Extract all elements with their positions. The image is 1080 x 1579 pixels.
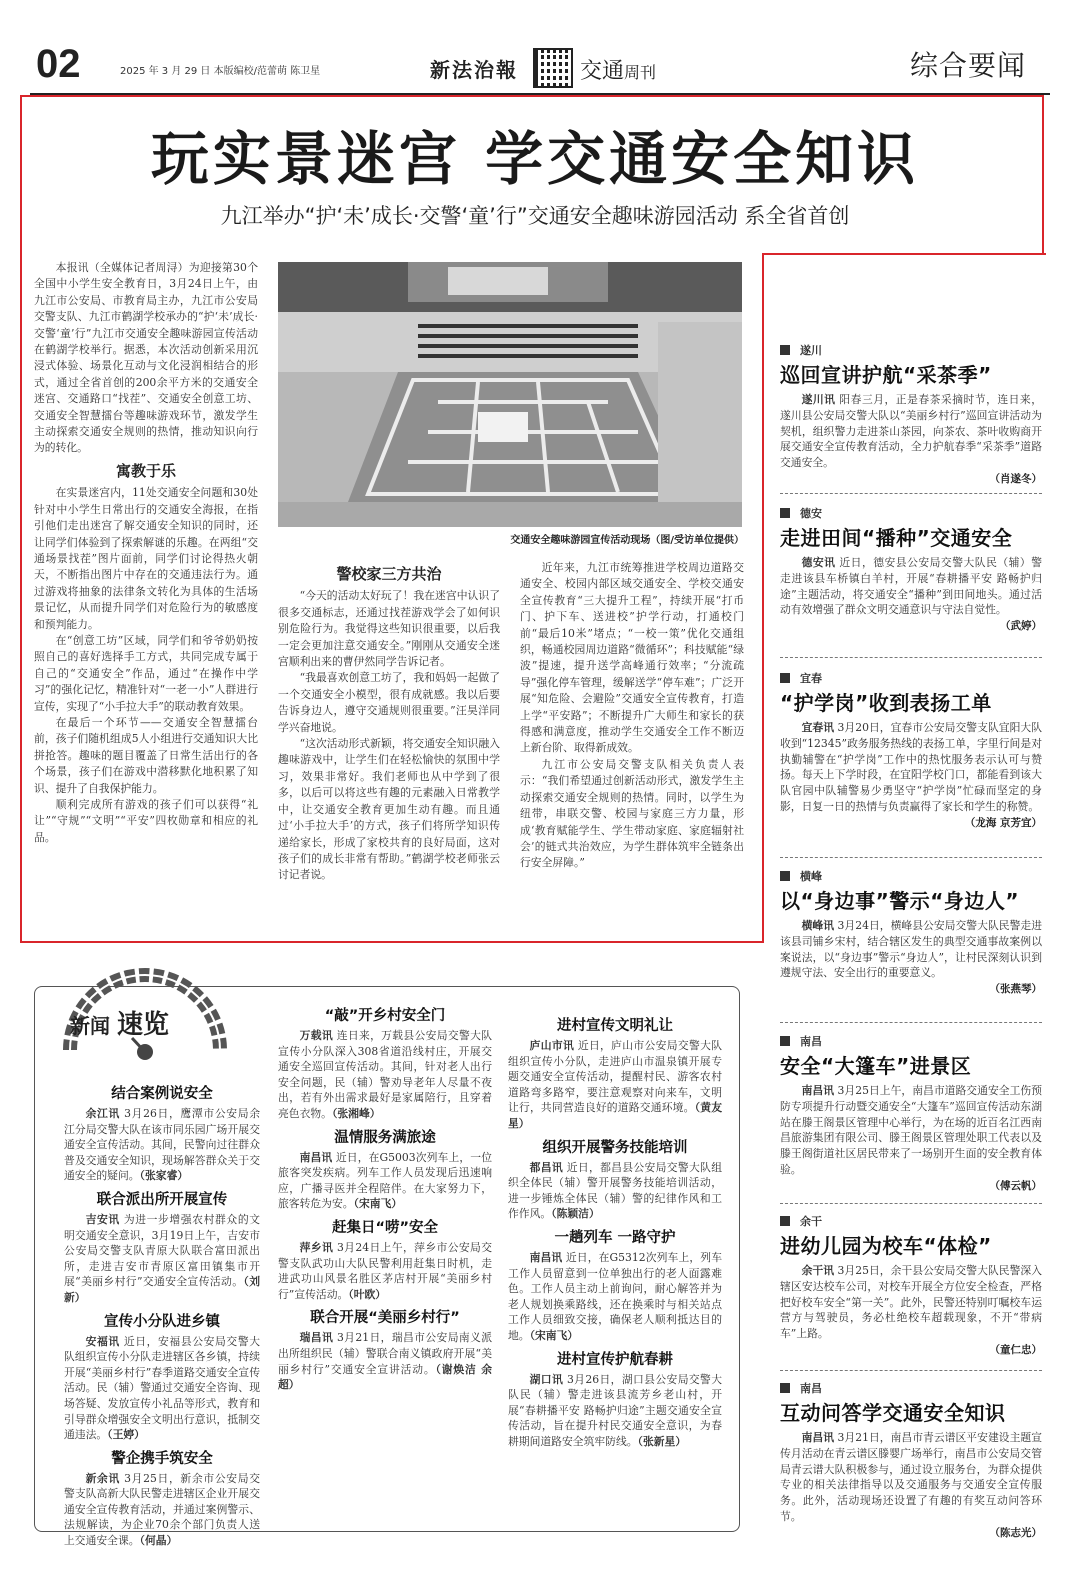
sidebar-author: （龙海 京芳宜） xyxy=(964,816,1042,829)
sidebar-title: 以“身边事”警示“身边人” xyxy=(780,889,1020,913)
qr-code-pattern xyxy=(538,53,568,83)
sidebar-location: 南昌 xyxy=(780,1380,1042,1396)
news-item: 警企携手筑安全 新余讯 3月25日，新余市公安局交警支队高新大队民警走进辖区企业开展交通安全宣传教育活动，并通过案例警示、法规解读，为企业70余个部门负责人送上交通安全课。（何晶） xyxy=(64,1450,261,1548)
sidebar-title: “护学岗”收到表扬工单 xyxy=(780,691,992,715)
story-paragraph: “今天的活动太好玩了！我在迷宫中认识了很多交通标志，还通过找茬游戏学会了如何识别危险行为。我觉得这些知识很重要，以后我一定会更加注意交通安全。”刚刚从交通安全迷宫顺利出来的曹伊然同学告诉记者。 xyxy=(278,589,500,669)
story-paragraph: “我最喜欢创意工坊了，我和妈妈一起做了一个交通安全小模型，很有成就感。我以后要告诉身边人，遵守交通规则很重要。”汪昊洋同学兴奋地说。 xyxy=(278,671,500,734)
sidebar-body: 南昌讯 3月25日上午，南昌市道路交通安全工伤预防专项提升行动暨交通安全“大篷车”巡回宣传活动东湖站在滕王阁景区管理中心举行，为在场的近百名江西南昌旅游集团有限公司、滕王阁景区管理处职工代表以及滕王阁街道社区居民带来了一场别开生面的安全教育体验。 xyxy=(780,1084,1042,1176)
sidebar-location: 余干 xyxy=(780,1213,1042,1229)
news-column-1 xyxy=(64,1078,261,1548)
square-bullet-icon xyxy=(780,871,790,881)
photo-caption: 交通安全趣味游园宣传活动现场（图/受访单位提供） xyxy=(510,535,744,546)
sidebar-author: （肖遂冬） xyxy=(989,472,1042,485)
sidebar-author: （童仁忠） xyxy=(989,1343,1042,1356)
sidebar-title: 互动问答学交通安全知识 xyxy=(780,1401,1006,1425)
square-bullet-icon xyxy=(780,1383,790,1393)
news-item: “敲”开乡村安全门 万载讯 连日来，万载县公安局交警大队宣传小分队深入308省道沿线村庄，开展交通安全巡回宣传活动。其间，针对老人出行安全问题，民（辅）警劝导老年人尽量不夜出，若有外出需求最好是家属陪行，且穿着亮色衣物。（张湘峰） xyxy=(278,1008,493,1120)
subhead-1: 寓教于乐 xyxy=(115,461,176,480)
story-column-1 xyxy=(34,260,258,930)
story-paragraph: 在最后一个环节——交通安全智慧擂台前，孩子们随机组成5人小组进行交通知识大比拼抢答。趣味的题目覆盖了日常生活出行的各个场景，孩子们在游戏中潜移默化地积累了知识、提升了自我保护能力。 xyxy=(34,715,258,795)
news-item: 温情服务满旅途 南昌讯 近日，在G5003次列车上，一位旅客突发疾病。列车工作人员发现后迅速响应，广播寻医并全程陪伴。在大家努力下，旅客转危为安。（宋南飞） xyxy=(278,1129,492,1211)
section-name: 综合要闻 xyxy=(910,49,1027,82)
sidebar-item xyxy=(780,505,1042,645)
sidebar-title: 安全“大篷车”进景区 xyxy=(780,1054,972,1078)
sidebar-body: 德安讯 近日，德安县公安局交警大队民（辅）警走进该县车桥镇白羊村，开展“春耕播平安 路畅护归途”主题活动，将交通安全“播种”到田间地头。通过活动有效增强了群众文明交通意识与守法自觉性。 xyxy=(780,556,1043,617)
main-subheadline: 九江举办“护‘未’成长·交警‘童’行”交通安全趣味游园活动 系全省首创 xyxy=(220,204,850,228)
sidebar-body: 遂川讯 阳春三月，正是春茶采摘时节，连日来，遂川县公安局交警大队以“美丽乡村行”巡回宣讲活动为契机，组织警力走进茶山茶园，向茶农、茶叶收购商开展交通安全宣传教育活动，全力护航春季“采茶季”道路交通安全。 xyxy=(780,393,1043,470)
masthead: 新法治報 xyxy=(430,58,518,82)
sidebar-divider xyxy=(780,1203,1042,1204)
story-paragraph: 在“创意工坊”区域，同学们和爷爷奶奶按照自己的喜好选择手工方式，共同完成专属于自己的“交通安全”作品，通过“在操作中学习”的强化记忆，精准针对“一老一小”人群进行宣传，实现了“小手拉大手”的联动教育效果。 xyxy=(34,633,258,713)
page-number: 02 xyxy=(36,42,81,86)
sidebar-location: 德安 xyxy=(780,505,1042,521)
story-lead: 本报讯（全媒体记者周浔）为迎接第30个全国中小学生安全教育日，3月24日上午，由九江市公安局、市教育局主办，九江市公安局交警支队、九江市鹤湖学校承办的“护‘未’成长·交警‘童’行”九江市交通安全趣味游园宣传活动在鹤湖学校举行。据悉，本次活动创新采用沉浸式体验、场景化互动与文化浸润相结合的形式，通过全省首创的200余平方米的交通安全迷宫、交通路口“找茬”、交通安全创意工坊、交通安全智慧擂台等趣味游戏环节，激发学生主动探索交通安全规则的热情，推动知识向行为的转化。 xyxy=(34,261,258,455)
sidebar-location: 遂川 xyxy=(780,342,1042,358)
sidebar-item xyxy=(780,1213,1042,1373)
news-item: 进村宣传文明礼让 庐山市讯 近日，庐山市公安局交警大队组织宣传小分队，走进庐山市温泉镇开展专题交通安全宣传活动，提醒村民、游客农村道路弯多路窄，要注意观察对向来车，文明让行，共同营造良好的道路交通环境。（黄友星） xyxy=(508,1018,723,1130)
story-column-2 xyxy=(278,560,500,930)
sidebar-divider xyxy=(780,493,1042,494)
sidebar-title: 进幼儿园为校车“体检” xyxy=(780,1234,992,1258)
page-header xyxy=(30,38,1050,90)
news-column-3 xyxy=(508,1010,722,1528)
weekly-title xyxy=(580,54,656,85)
sidebar-location: 宜春 xyxy=(780,670,1042,686)
square-bullet-icon xyxy=(780,1216,790,1226)
subhead-2: 警校家三方共治 xyxy=(336,565,442,583)
sidebar-author: （武婷） xyxy=(1000,620,1042,633)
story-column-3 xyxy=(520,560,744,930)
sidebar-item xyxy=(780,1033,1042,1205)
news-item: 一趟列车 一路守护 南昌讯 近日，在G5312次列车上，列车工作人员留意到一位单独出行的老人面露难色。工作人员主动上前询问，耐心解答并为老人规划换乘路线，还在换乘时与相关站点工作人员细致交接，确保老人顺利抵达目的地。（宋南飞） xyxy=(508,1229,722,1342)
news-item: 联合开展“美丽乡村行” 瑞昌讯 3月21日，瑞昌市公安局南义派出所组织民（辅）警联合南义镇政府开展“美丽乡村行”交通安全宣讲活动。（谢焕洁 余超） xyxy=(278,1310,493,1392)
sidebar-body: 余干讯 3月25日，余干县公安局交警大队民警深入辖区安达校车公司，对校车开展全方位安全检查，严格把好校车安全“第一关”。此外，民警还特别叮嘱校车运营方与驾驶员，务必杜绝校车超载现象，不开“带病车”上路。 xyxy=(780,1264,1042,1341)
sidebar-title: 走进田间“播种”交通安全 xyxy=(780,526,1013,550)
story-paragraph: 近年来，九江市统筹推进学校周边道路交通安全、校园内部区域交通安全、学校交通安全宣传教育“三大提升工程”，持续开展“打币门、护下车、送进校”护学行动，打通校门前“最后10米”堵点；“一校一策”优化交通组织，畅通校园周边道路“微循环”；科技赋能“绿波”提速，提升送学高峰通行效率；“分流疏导”强化停车管理，缓解送学“停车难”；广泛开展“知危险、会避险”交通安全宣传教育，打造上学“平安路”；不断提升广大师生和家长的获得感和满意度，推动学生交通安全工作不断迈上新台阶、取得新成效。 xyxy=(520,561,744,755)
square-bullet-icon xyxy=(780,345,790,355)
sidebar-author: （张燕琴） xyxy=(989,983,1042,996)
sidebar-item xyxy=(780,1380,1042,1570)
news-item: 结合案例说安全 余江讯 3月26日，鹰潭市公安局余江分局交警大队在该市同乐园广场开展交通安全宣传活动。其间，民警向过往群众普及交通安全知识，现场解答群众关于交通安全的疑问。（张家睿） xyxy=(64,1086,261,1183)
weekly-main: 交通 xyxy=(580,59,625,84)
square-bullet-icon xyxy=(780,1036,790,1046)
news-item: 组织开展警务技能培训 都昌讯 近日，都昌县公安局交警大队组织全体民（辅）警开展警务技能培训活动，进一步锤炼全体民（辅）警的纪律作风和工作作风。（陈颖洁） xyxy=(508,1139,723,1221)
maze-aerial-photo xyxy=(278,262,742,527)
sidebar-body: 南昌讯 3月21日，南昌市青云谱区平安建设主题宣传月活动在青云谱区滕婴广场举行，南昌市公安局交管局青云谱大队积极参与，通过设立服务台，为群众提供专业的相关法律指导以及交通服务与交通安全宣传服务。此外，活动现场还设置了有趣的有奖互动问答环节。 xyxy=(780,1431,1042,1523)
sidebar-item xyxy=(780,342,1043,485)
story-paragraph: “这次活动形式新颖，将交通安全知识融入趣味游戏中，让学生们在轻松愉快的氛围中学习，效果非常好。我们老师也从中学到了很多，以后可以将这些有趣的元素融入日常教学中，让交通安全教育更加生动有趣。而且通过‘小手拉大手’的方式，孩子们将所学知识传递给家长，形成了家校共育的良好局面，这对孩子们的成长非常有帮助。”鹤湖学校老师张云讨记者说。 xyxy=(278,737,500,882)
sidebar-divider xyxy=(780,857,1042,858)
sidebar-item xyxy=(780,670,1042,855)
story-paragraph: 在实景迷宫内，11处交通安全问题和30处针对中小学生日常出行的交通安全海报，在指引他们走出迷宫了解交通安全知识的同时，还让同学们体验到了探索解谜的乐趣。在两组“交通场景找茬”图片面前，同学们讨论得热火朝天，不断指出图片中存在的交通违法行为。通过游戏将抽象的法律条文转化为具体的生活场景记忆，从而提升同学们对危险行为的敏感度和预判能力。 xyxy=(34,486,258,631)
main-headline: 玩实景迷宫 学交通安全知识 xyxy=(150,125,920,193)
event-photo xyxy=(278,262,742,527)
sidebar-body: 横峰讯 3月24日，横峰县公安局交警大队民警走进该县司铺乡宋村，结合辖区发生的典型交通事故案例以案说法，以“身边事”警示“身边人”，让村民深刻认识到遵规守法、安全出行的重要意义。 xyxy=(780,919,1042,980)
news-column-2 xyxy=(278,1000,492,1528)
news-roundup-label: 新闻 速览 xyxy=(70,1010,169,1040)
sidebar-location: 南昌 xyxy=(780,1033,1042,1049)
sidebar-title: 巡回宣讲护航“采茶季” xyxy=(780,363,992,387)
sidebar-author: （傅云帆） xyxy=(989,1179,1042,1192)
story-paragraph: 九江市公安局交警支队相关负责人表示：“我们希望通过创新活动形式，激发学生主动探索交通安全规则的热情。同时，以学生为纽带，串联交警、校园与家庭三方力量，形成‘教育赋能学生、学生带动家庭、家庭辐射社会’的链式共治效应，为学生群体筑牢全链条出行安全屏障。” xyxy=(520,757,744,870)
sidebar-item xyxy=(780,868,1042,1018)
sidebar-location: 横峰 xyxy=(780,868,1042,884)
page-meta: 2025 年 3 月 29 日 本版编校/范蕾萌 陈卫星 xyxy=(120,66,321,77)
square-bullet-icon xyxy=(780,673,790,683)
news-item: 赶集日“唠”安全 萍乡讯 3月24日上午，萍乡市公安局交警支队武功山大队民警利用赶集日时机，走进武功山风景名胜区茅店村开展“美丽乡村行”宣传活动。（叶欧） xyxy=(278,1219,493,1301)
story-paragraph: 顺利完成所有游戏的孩子们可以获得“礼让”“守规”“文明”“平安”四枚勋章和相应的礼品。 xyxy=(34,798,258,844)
frame-connector xyxy=(762,253,1046,255)
news-item: 宣传小分队进乡镇 安福讯 近日，安福县公安局交警大队组织宣传小分队走进辖区各乡镇，持续开展“美丽乡村行”春季道路交通安全宣传活动。民（辅）警通过交通安全咨询、现场答疑、发放宣传小礼品等形式，教育和引导群众增强安全文明出行意识，抵制交通违法。（王婷） xyxy=(64,1313,261,1442)
sidebar-author: （陈志光） xyxy=(989,1526,1042,1539)
sidebar-divider xyxy=(780,657,1042,658)
sidebar-divider xyxy=(780,1022,1042,1023)
news-item: 进村宣传护航春耕 湖口讯 3月26日，湖口县公安局交警大队民（辅）警走进该县流芳乡老山村，开展“春耕播平安 路畅护归途”主题交通安全宣传活动，旨在提升村民交通安全意识，为春耕期间道路安全筑牢防线。（张新星） xyxy=(508,1351,723,1448)
news-item: 联合派出所开展宣传 吉安讯 为进一步增强农村群众的文明交通安全意识，3月19日上午，吉安市公安局交警支队青原大队联合富田派出所，走进吉安市青原区富田镇集市开展“美丽乡村行”交通安全宣传活动。（刘新） xyxy=(64,1191,261,1304)
weekly-suffix: 周刊 xyxy=(624,63,657,82)
sidebar-divider xyxy=(780,1370,1042,1371)
sidebar-body: 宜春讯 3月20日，宜春市公安局交警支队宜阳大队收到“12345”政务服务热线的表扬工单，字里行间是对执勤辅警在“护学岗”工作中的热忱服务表示认可与赞扬。每天上下学时段，在宜阳学校门口，都能看到该大队官园中队辅警易少勇坚守“护学岗”忙碌而坚定的身影，日复一日的热情与负责赢得了家长和学生的称赞。 xyxy=(780,721,1042,813)
square-bullet-icon xyxy=(780,508,790,518)
